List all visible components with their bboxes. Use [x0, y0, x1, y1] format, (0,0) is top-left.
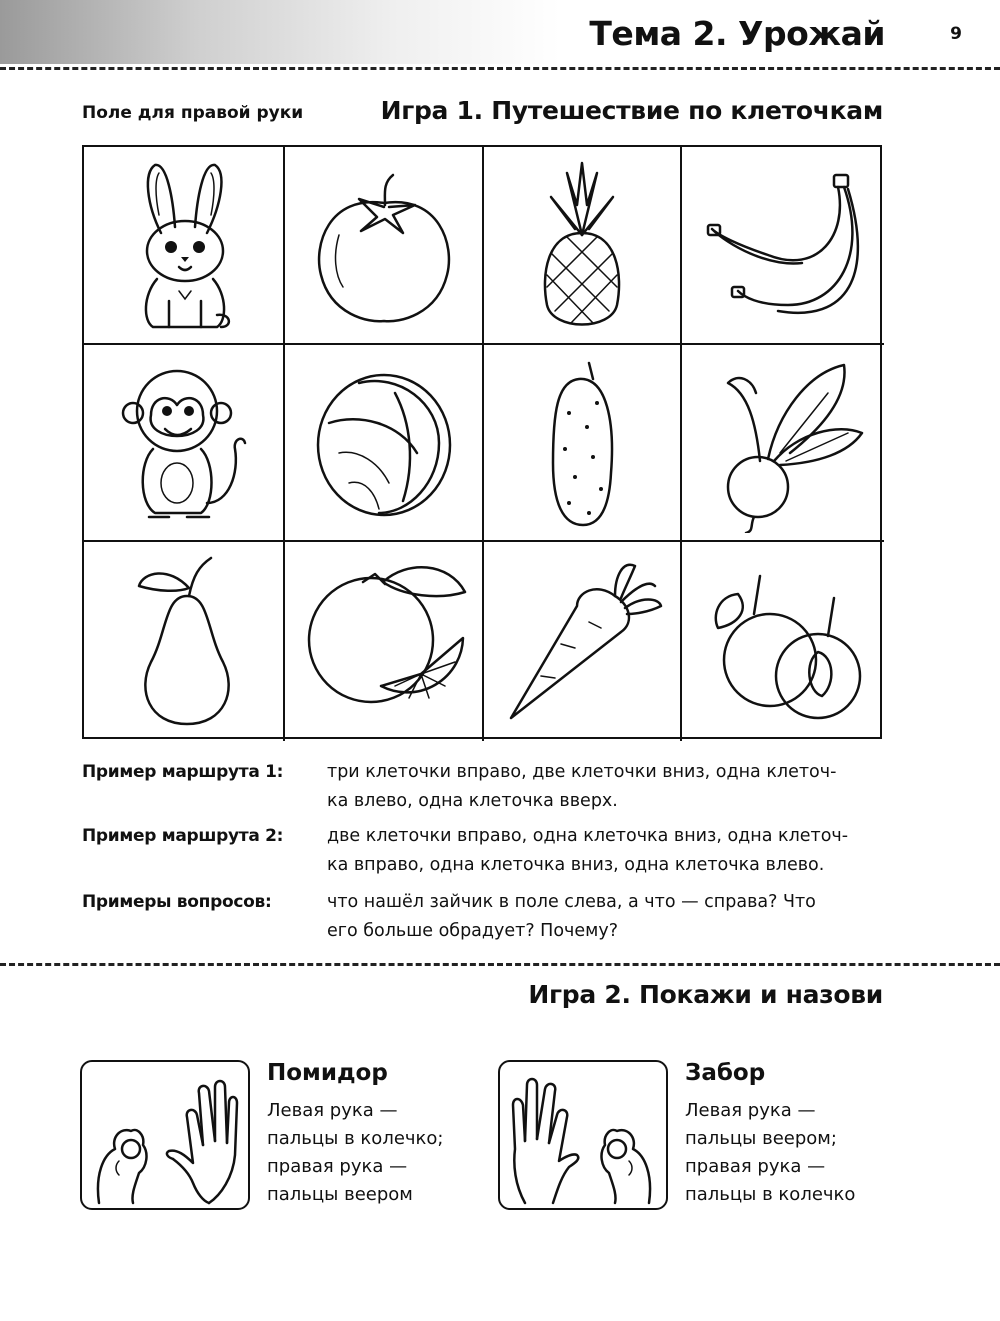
monkey-icon [99, 353, 269, 533]
page-number: 9 [950, 24, 962, 44]
grid-cell-orange[interactable] [285, 542, 484, 741]
header-gradient-bar [0, 0, 560, 64]
top-dashed-divider [0, 67, 1000, 70]
grid-cell-beet[interactable] [682, 345, 884, 542]
route-line: ка влево, одна клеточка вверх. [327, 791, 618, 811]
route-line: две клеточки вправо, одна клеточка вниз, одна клеточ- [327, 826, 849, 846]
cabbage-icon [299, 353, 469, 533]
grid-cell-banana[interactable] [682, 147, 884, 345]
tomato-icon [299, 155, 469, 335]
grid-cell-carrot[interactable] [484, 542, 682, 741]
game2-title: Игра 2. Покажи и назови [528, 980, 883, 1009]
route-line: ка вправо, одна клеточка вниз, одна клеточка влево. [327, 855, 825, 875]
route-text [327, 758, 897, 816]
questions-label: Примеры вопросов: [82, 892, 272, 912]
cucumber-icon [497, 353, 667, 533]
orange-icon [299, 552, 469, 732]
route-line: три клеточки вправо, две клеточки вниз, одна клеточ- [327, 762, 837, 782]
grid-cell-cucumber[interactable] [484, 345, 682, 542]
bunny-icon [99, 155, 269, 335]
theme-title: Тема 2. Урожай [589, 14, 885, 53]
pear-icon [99, 552, 269, 732]
hand-illustration-box [80, 1060, 250, 1210]
carrot-icon [497, 552, 667, 732]
game1-title: Игра 1. Путешествие по клеточкам [380, 96, 883, 125]
beet-icon [698, 353, 868, 533]
question-line: его больше обрадует? Почему? [327, 921, 618, 941]
grid-cell-pineapple[interactable] [484, 147, 682, 345]
gesture-line: Левая рука — [267, 1100, 398, 1121]
questions-text [327, 888, 897, 946]
route-text [327, 822, 897, 880]
hand-illustration-box [498, 1060, 668, 1210]
banana-icon [698, 155, 868, 335]
hands-ring-fan-icon [85, 1065, 245, 1205]
question-line: что нашёл зайчик в поле слева, а что — справа? Что [327, 892, 816, 912]
gesture-line: пальцы веером [267, 1184, 413, 1205]
grid-cell-pear[interactable] [84, 542, 285, 741]
gesture-line: правая рука — [685, 1156, 826, 1177]
picture-grid [82, 145, 882, 739]
middle-dashed-divider [0, 963, 1000, 966]
gesture-line: пальцы в колечко; [267, 1128, 444, 1149]
grid-cell-tomato[interactable] [285, 147, 484, 345]
hands-fan-ring-icon [503, 1065, 663, 1205]
grid-cell-monkey[interactable] [84, 345, 285, 542]
gesture-title: Забор [685, 1060, 766, 1086]
grid-cell-bunny[interactable] [84, 147, 285, 345]
gesture-line: пальцы в колечко [685, 1184, 856, 1205]
pineapple-icon [497, 155, 667, 335]
grid-cell-plum[interactable] [682, 542, 884, 741]
route-label: Пример маршрута 2: [82, 826, 284, 846]
route-label: Пример маршрута 1: [82, 762, 284, 782]
grid-cell-cabbage[interactable] [285, 345, 484, 542]
gesture-title: Помидор [267, 1060, 388, 1086]
gesture-line: пальцы веером; [685, 1128, 837, 1149]
plum-icon [698, 552, 868, 732]
gesture-line: правая рука — [267, 1156, 408, 1177]
field-label: Поле для правой руки [82, 103, 304, 123]
gesture-line: Левая рука — [685, 1100, 816, 1121]
